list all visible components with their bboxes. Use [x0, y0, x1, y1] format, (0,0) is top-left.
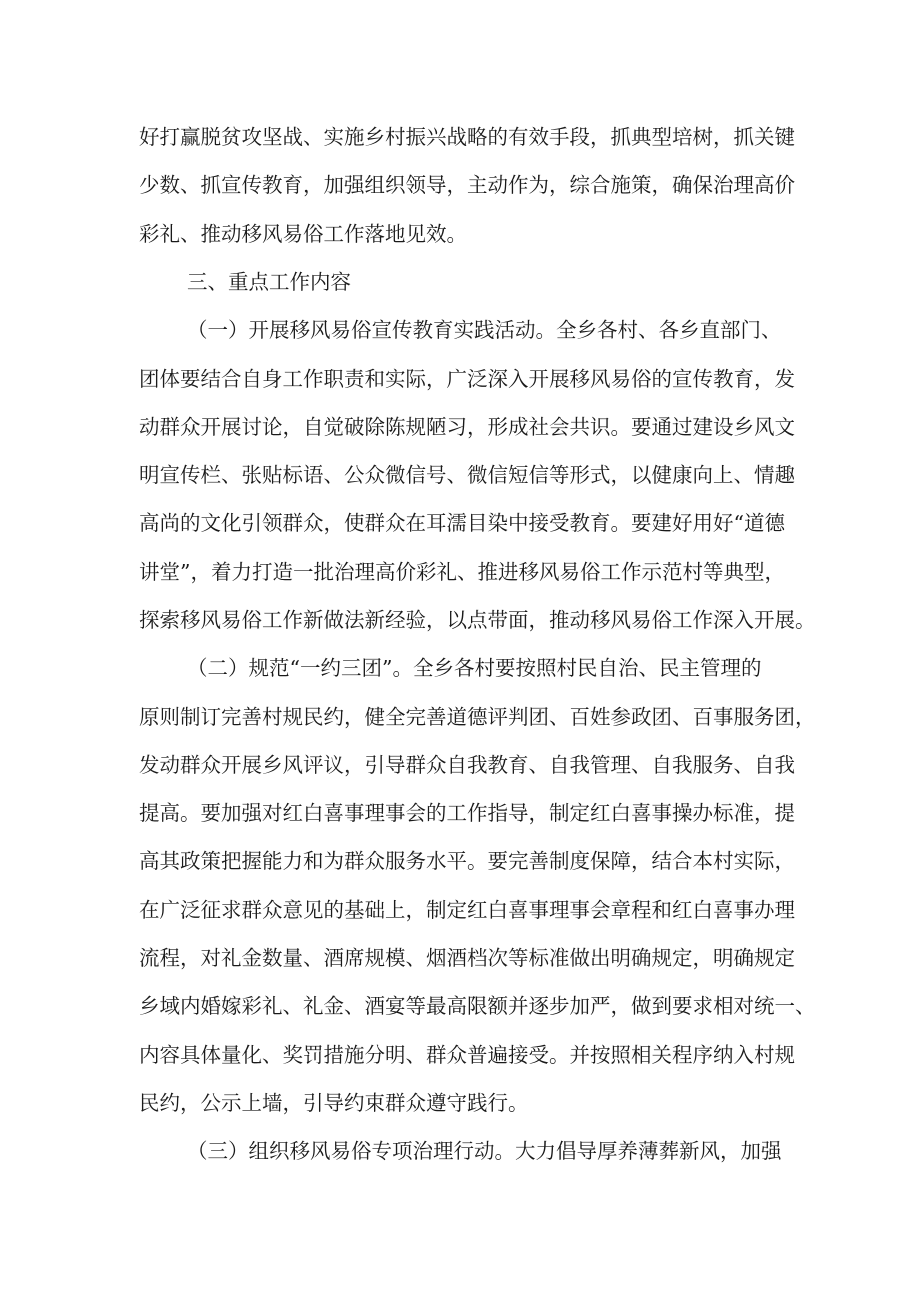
- paragraph-line: 提高。要加强对红白喜事理事会的工作指导，制定红白喜事操办标准，提: [139, 801, 795, 825]
- paragraph-line: 民约，公示上墙，引导约束群众遵守践行。: [139, 1091, 529, 1115]
- paragraph-line: 高其政策把握能力和为群众服务水平。要完善制度保障，结合本村实际，: [139, 849, 795, 873]
- paragraph-line: 流程，对礼金数量、酒席规模、烟酒档次等标准做出明确规定，明确规定: [139, 946, 795, 970]
- paragraph-line: 内容具体量化、奖罚措施分明、群众普遍接受。并按照相关程序纳入村规: [139, 1043, 795, 1067]
- section-heading: 三、重点工作内容: [187, 270, 351, 294]
- paragraph-line: 彩礼、推动移风易俗工作落地见效。: [139, 222, 467, 246]
- paragraph-line: 发动群众开展乡风评议，引导群众自我教育、自我管理、自我服务、自我: [139, 753, 795, 777]
- paragraph-line: 在广泛征求群众意见的基础上，制定红白喜事理事会章程和红白喜事办理: [139, 898, 795, 922]
- paragraph-line: 团体要结合自身工作职责和实际，广泛深入开展移风易俗的宣传教育，发: [139, 367, 795, 391]
- paragraph-line: 好打赢脱贫攻坚战、实施乡村振兴战略的有效手段，抓典型培树，抓关键: [139, 125, 795, 149]
- paragraph-line: 乡域内婚嫁彩礼、礼金、酒宴等最高限额并逐步加严，做到要求相对统一、: [139, 994, 816, 1018]
- paragraph-line: （一）开展移风易俗宣传教育实践活动。全乡各村、各乡直部门、: [187, 318, 782, 342]
- paragraph-line: 原则制订完善村规民约，健全完善道德评判团、百姓参政团、百事服务团，: [139, 705, 816, 729]
- paragraph-line: （二）规范“一约三团”。全乡各村要按照村民自治、民主管理的: [187, 656, 762, 680]
- paragraph-line: 明宣传栏、张贴标语、公众微信号、微信短信等形式，以健康向上、情趣: [139, 463, 795, 487]
- paragraph-line: 讲堂”，着力打造一批治理高价彩礼、推进移风易俗工作示范村等典型，: [139, 560, 785, 584]
- paragraph-line: 少数、抓宣传教育，加强组织领导，主动作为，综合施策，确保治理高价: [139, 173, 795, 197]
- paragraph-line: 高尚的文化引领群众，使群众在耳濡目染中接受教育。要建好用好“道德: [139, 511, 785, 535]
- paragraph-line: 探索移风易俗工作新做法新经验，以点带面，推动移风易俗工作深入开展。: [139, 608, 816, 632]
- paragraph-line: 动群众开展讨论，自觉破除陈规陋习，形成社会共识。要通过建设乡风文: [139, 415, 795, 439]
- paragraph-line: （三）组织移风易俗专项治理行动。大力倡导厚养薄葬新风，加强: [187, 1139, 782, 1163]
